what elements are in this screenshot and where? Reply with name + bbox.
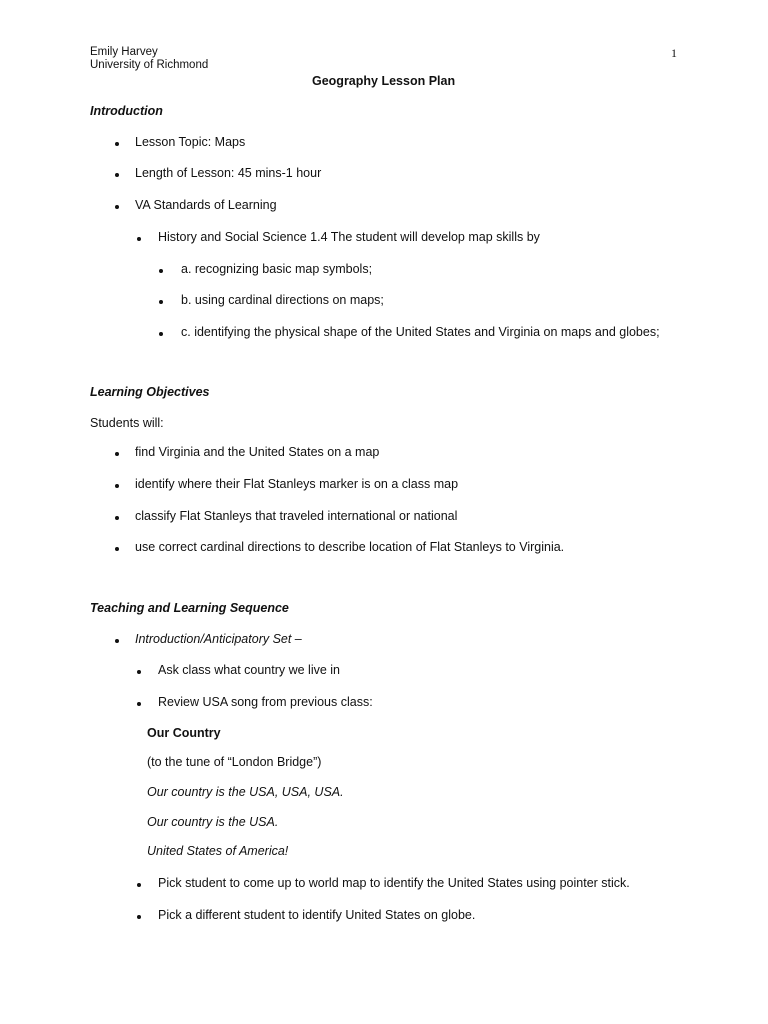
bullet-icon: [115, 516, 119, 520]
bullet-icon: [137, 670, 141, 674]
list-item-text: Pick a different student to identify United States on globe.: [158, 908, 476, 922]
standard-text: History and Social Science 1.4 The student will develop map skills by: [158, 230, 540, 244]
list-item-text: Review USA song from previous class:: [158, 695, 373, 709]
institution-name: University of Richmond: [90, 59, 209, 71]
document-title: Geography Lesson Plan: [312, 74, 456, 88]
list-item-text: use correct cardinal directions to describe location of Flat Stanleys to Virginia.: [135, 540, 565, 554]
list-item-text: classify Flat Stanleys that traveled international or national: [135, 509, 458, 523]
bullet-icon: [137, 237, 141, 241]
objectives-lead: Students will:: [90, 416, 164, 430]
bullet-icon: [115, 205, 119, 209]
list-item-text: b. using cardinal directions on maps;: [181, 293, 384, 307]
bullet-icon: [159, 332, 163, 336]
list-item-text: identify where their Flat Stanleys marker is on a class map: [135, 477, 459, 491]
bullet-icon: [115, 547, 119, 551]
list-item-text: c. identifying the physical shape of the United States and Virginia on maps and globes;: [181, 325, 660, 339]
section-heading-sequence: Teaching and Learning Sequence: [90, 601, 289, 615]
song-title: Our Country: [147, 726, 221, 740]
song-line: United States of America!: [147, 844, 289, 858]
bullet-icon: [115, 484, 119, 488]
page-number: 1: [671, 46, 677, 60]
bullet-icon: [159, 269, 163, 273]
list-item-text: Pick student to come up to world map to identify the United States using pointer stick.: [158, 876, 630, 890]
bullet-icon: [115, 639, 119, 643]
song-tune: (to the tune of “London Bridge”): [147, 755, 322, 769]
bullet-icon: [137, 702, 141, 706]
list-item-text: a. recognizing basic map symbols;: [181, 262, 373, 276]
bullet-icon: [115, 142, 119, 146]
list-item-text: Lesson Topic: Maps: [135, 135, 246, 149]
bullet-icon: [159, 300, 163, 304]
song-line: Our country is the USA.: [147, 815, 279, 829]
list-item-text: Ask class what country we live in: [158, 663, 341, 677]
section-heading-objectives: Learning Objectives: [90, 385, 210, 399]
list-item-text: VA Standards of Learning: [135, 198, 277, 212]
bullet-icon: [137, 883, 141, 887]
bullet-icon: [137, 915, 141, 919]
section-heading-introduction: Introduction: [90, 104, 163, 118]
bullet-icon: [115, 173, 119, 177]
bullet-icon: [115, 452, 119, 456]
intro-set-label: Introduction/Anticipatory Set –: [135, 632, 302, 646]
list-item-text: Length of Lesson: 45 mins-1 hour: [135, 166, 322, 180]
list-item-text: find Virginia and the United States on a map: [135, 445, 380, 459]
author-name: Emily Harvey: [90, 46, 158, 58]
song-line: Our country is the USA, USA, USA.: [147, 785, 344, 799]
